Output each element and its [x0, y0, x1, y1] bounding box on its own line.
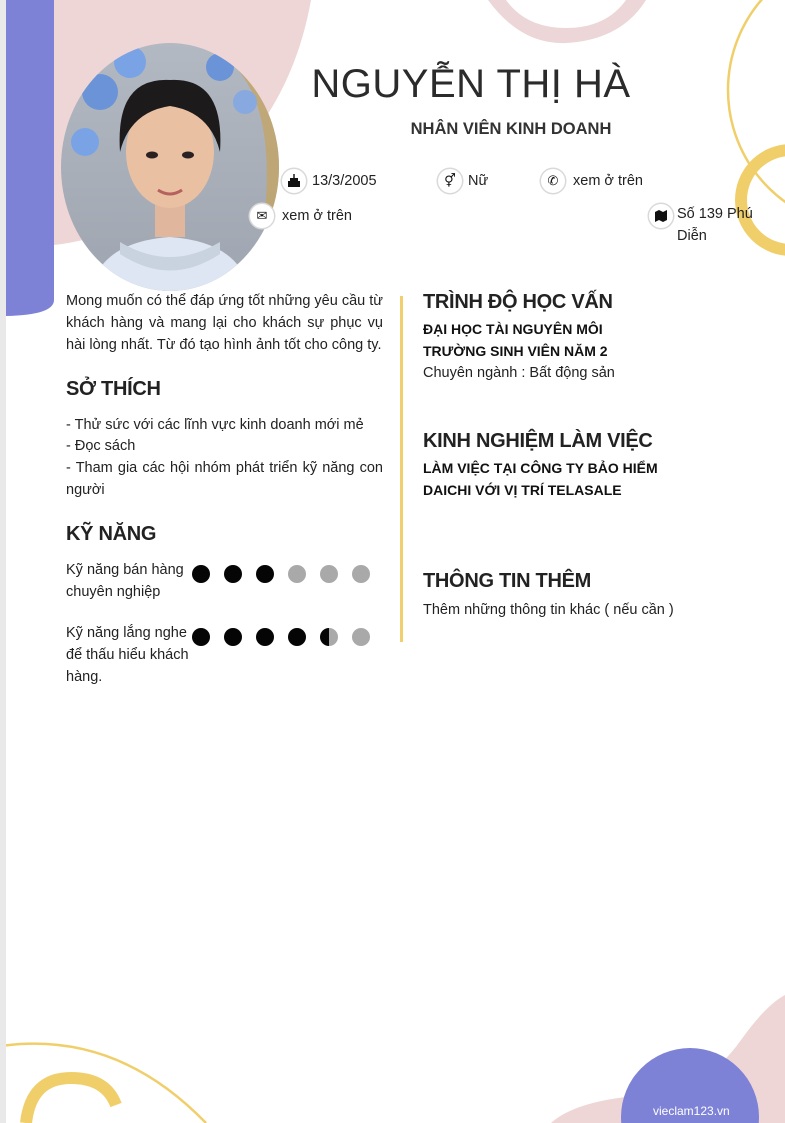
skill-rating-dot: [320, 565, 338, 583]
skill-rating-dot: [288, 565, 306, 583]
hobbies-heading: SỞ THÍCH: [66, 378, 161, 400]
skill-rating-dot: [288, 628, 306, 646]
birth-date: 13/3/2005: [312, 173, 377, 189]
left-purple-bar: [6, 0, 54, 300]
skill-rating-dot: [192, 565, 210, 583]
email-icon: ✉: [250, 204, 274, 228]
skill-rating-dot: [352, 565, 370, 583]
skill-rating-dot: [224, 565, 242, 583]
skill-rating-dot: [320, 628, 338, 646]
bottom-left-yellow-arc: [26, 1078, 116, 1123]
phone: xem ở trên: [573, 173, 643, 189]
map-icon: [649, 204, 673, 228]
education-major: Chuyên ngành : Bất động sản: [423, 365, 615, 381]
left-purple-bar-bottom: [6, 300, 54, 316]
address: Số 139 Phú Diễn: [677, 206, 753, 244]
phone-icon: ✆: [541, 169, 565, 193]
hobby-item: - Đọc sách: [66, 438, 136, 454]
career-objective: Mong muốn có thể đáp ứng tốt những yêu cầu từ khách hàng và mang lại cho khách sự phục vụ hài lòng nhất. Từ đó tạo hình ảnh tốt cho công ty.: [66, 293, 383, 353]
birthday-cake-icon: [282, 169, 306, 193]
skill-name: Kỹ năng lắng nghe để thấu hiểu khách hàng.: [66, 625, 189, 685]
cv-page: [6, 0, 785, 1123]
gender-icon: ⚥: [438, 169, 462, 193]
top-pink-ring: [488, 0, 646, 43]
full-name: NGUYỄN THỊ HÀ: [311, 62, 631, 106]
skills-heading: KỸ NĂNG: [66, 523, 157, 545]
additional-info-text: Thêm những thông tin khác ( nếu cần ): [423, 602, 674, 618]
hobby-item: - Thử sức với các lĩnh vực kinh doanh mới mẻ: [66, 417, 364, 433]
watermark: vieclam123.vn: [653, 1104, 730, 1118]
job-title: NHÂN VIÊN KINH DOANH: [410, 120, 612, 138]
skill-rating-dot: [224, 628, 242, 646]
experience-heading: KINH NGHIỆM LÀM VIỆC: [423, 430, 653, 452]
experience-detail: LÀM VIỆC TẠI CÔNG TY BẢO HIỂM DAICHI VỚI VỊ TRÍ TELASALE: [423, 460, 658, 498]
education-heading: TRÌNH ĐỘ HỌC VẤN: [423, 291, 613, 313]
skill-rating-dot: [256, 628, 274, 646]
skill-rating-dot: [256, 565, 274, 583]
additional-info-heading: THÔNG TIN THÊM: [423, 570, 592, 592]
email: xem ở trên: [282, 208, 352, 224]
gender: Nữ: [468, 173, 489, 189]
skill-rating-dot: [192, 628, 210, 646]
hobby-item: - Tham gia các hội nhóm phát triển kỹ năng con người: [66, 460, 383, 498]
skill-name: Kỹ năng bán hàng chuyên nghiệp: [66, 562, 184, 600]
column-divider: [400, 296, 403, 642]
education-school: ĐẠI HỌC TÀI NGUYÊN MÔI TRƯỜNG SINH VIÊN NĂM 2: [423, 321, 608, 359]
skill-rating-dot: [352, 628, 370, 646]
